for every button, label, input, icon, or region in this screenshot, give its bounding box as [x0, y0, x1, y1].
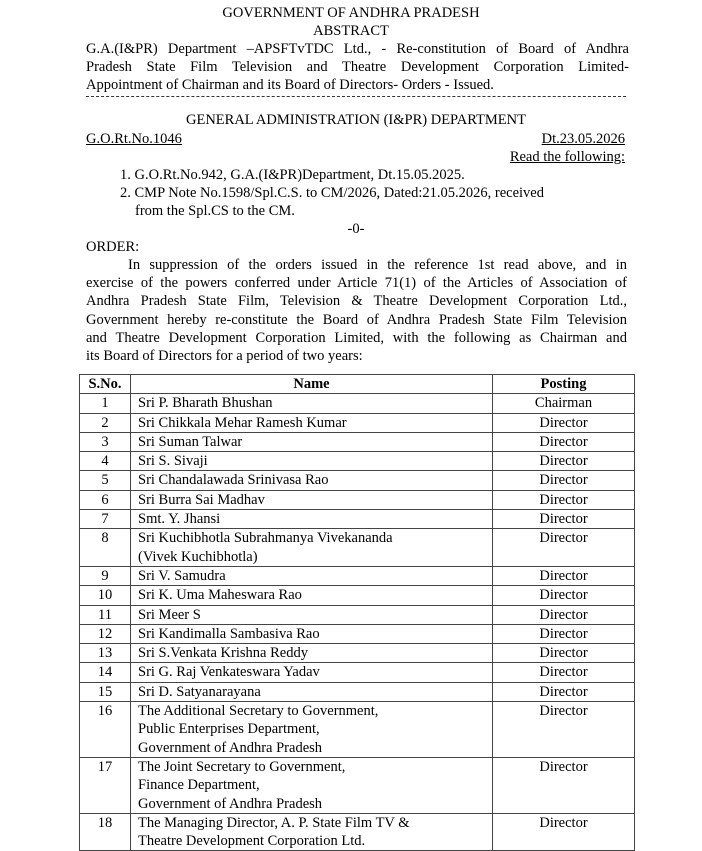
order-line: In suppression of the orders issued in the reference 1st read above, and in [128, 257, 627, 273]
table-row [80, 624, 635, 643]
table-row [80, 813, 635, 851]
reference-2 [120, 184, 590, 220]
read-following: Read the following: [509, 149, 625, 165]
header-name: Name [131, 375, 493, 394]
table-row [80, 586, 635, 605]
cell-sno: 16 [80, 702, 131, 758]
cell-name: The Managing Director, A. P. State Film TV & Theatre Development Corporation Ltd. [131, 813, 493, 851]
cell-name: The Joint Secretary to Government, Finance Department, Government of Andhra Pradesh [131, 757, 493, 813]
cell-posting: Director [493, 757, 635, 813]
cell-sno: 12 [80, 624, 131, 643]
cell-name: Sri Kandimalla Sambasiva Rao [131, 624, 493, 643]
dashed-divider [86, 96, 626, 105]
cell-posting: Director [493, 644, 635, 663]
government-heading: GOVERNMENT OF ANDHRA PRADESH [222, 5, 480, 21]
table-row [80, 529, 635, 567]
table-row [80, 644, 635, 663]
cell-sno: 8 [80, 529, 131, 567]
cell-sno: 17 [80, 757, 131, 813]
cell-sno: 2 [80, 413, 131, 432]
cell-name: Sri Chandalawada Srinivasa Rao [131, 471, 493, 490]
cell-posting: Director [493, 471, 635, 490]
cell-posting: Director [493, 702, 635, 758]
subject-line: G.A.(I&PR) Department –APSFTvTDC Ltd., - Re-constitution of Board of Andhra [86, 41, 629, 57]
table-row [80, 394, 635, 413]
go-number: G.O.Rt.No.1046 [86, 131, 182, 147]
reference-1: 1. G.O.Rt.No.942, G.A.(I&PR)Department, Dt.15.05.2025. [120, 167, 465, 183]
order-heading: ORDER: [86, 239, 140, 255]
cell-posting: Director [493, 586, 635, 605]
go-date: Dt.23.05.2026 [541, 131, 625, 147]
cell-sno: 5 [80, 471, 131, 490]
table-header-row [80, 375, 635, 394]
cell-name: Sri D. Satyanarayana [131, 682, 493, 701]
reference-2-continuation: from the Spl.CS to the CM. [135, 203, 295, 219]
cell-name: Sri P. Bharath Bhushan [131, 394, 493, 413]
cell-sno: 13 [80, 644, 131, 663]
table-row [80, 413, 635, 432]
table-row [80, 471, 635, 490]
cell-posting: Director [493, 624, 635, 643]
cell-sno: 1 [80, 394, 131, 413]
order-paragraph [86, 256, 627, 365]
cell-posting: Director [493, 452, 635, 471]
section-separator: -0- [347, 221, 365, 237]
table-row [80, 702, 635, 758]
cell-name: Sri K. Uma Maheswara Rao [131, 586, 493, 605]
cell-sno: 7 [80, 510, 131, 529]
cell-name: Sri Chikkala Mehar Ramesh Kumar [131, 413, 493, 432]
abstract-heading: ABSTRACT [313, 23, 389, 39]
cell-posting: Director [493, 813, 635, 851]
order-line: Government hereby re-constitute the Board of Andhra Pradesh State Film Television [86, 311, 627, 328]
board-table [79, 374, 635, 851]
cell-posting: Director [493, 432, 635, 451]
order-line: exercise of the powers conferred under Article 71(1) of the Articles of Association of [86, 275, 627, 292]
cell-sno: 9 [80, 566, 131, 585]
cell-sno: 18 [80, 813, 131, 851]
cell-name: Sri V. Samudra [131, 566, 493, 585]
cell-name: Smt. Y. Jhansi [131, 510, 493, 529]
cell-sno: 11 [80, 605, 131, 624]
subject-block [86, 40, 629, 94]
cell-name: Sri Kuchibhotla Subrahmanya Vivekananda (Vivek Kuchibhotla) [131, 529, 493, 567]
table-row [80, 682, 635, 701]
table-row [80, 510, 635, 529]
cell-posting: Director [493, 413, 635, 432]
order-line: Andhra Pradesh State Film, Television & Theatre Development Corporation Ltd., [86, 293, 627, 310]
cell-name: Sri Meer S [131, 605, 493, 624]
reference-2-line: 2. CMP Note No.1598/Spl.C.S. to CM/2026, Dated:21.05.2026, received [120, 185, 544, 201]
cell-posting: Chairman [493, 394, 635, 413]
cell-posting: Director [493, 490, 635, 509]
table-row [80, 566, 635, 585]
cell-name: Sri S.Venkata Krishna Reddy [131, 644, 493, 663]
table-row [80, 663, 635, 682]
table-row [80, 757, 635, 813]
cell-sno: 10 [80, 586, 131, 605]
table-row [80, 452, 635, 471]
cell-name: Sri G. Raj Venkateswara Yadav [131, 663, 493, 682]
cell-posting: Director [493, 510, 635, 529]
cell-name: Sri S. Sivaji [131, 452, 493, 471]
department-heading: GENERAL ADMINISTRATION (I&PR) DEPARTMENT [185, 112, 526, 128]
cell-posting: Director [493, 682, 635, 701]
cell-name: Sri Suman Talwar [131, 432, 493, 451]
cell-sno: 6 [80, 490, 131, 509]
cell-posting: Director [493, 566, 635, 585]
cell-posting: Director [493, 663, 635, 682]
header-posting: Posting [493, 375, 635, 394]
cell-name: The Additional Secretary to Government, Public Enterprises Department, Government of Andhra Pradesh [131, 702, 493, 758]
cell-sno: 14 [80, 663, 131, 682]
cell-posting: Director [493, 529, 635, 567]
subject-line: Appointment of Chairman and its Board of Directors- Orders - Issued. [86, 77, 494, 93]
cell-posting: Director [493, 605, 635, 624]
table-row [80, 432, 635, 451]
header-sno: S.No. [80, 375, 131, 394]
order-line: its Board of Directors for a period of two years: [86, 348, 363, 365]
table-row [80, 605, 635, 624]
subject-line: Pradesh State Film Television and Theatre Development Corporation Limited- [86, 59, 629, 75]
cell-name: Sri Burra Sai Madhav [131, 490, 493, 509]
table-row [80, 490, 635, 509]
cell-sno: 4 [80, 452, 131, 471]
cell-sno: 15 [80, 682, 131, 701]
cell-sno: 3 [80, 432, 131, 451]
order-line: and Theatre Development Corporation Limited, with the following as Chairman and [86, 329, 627, 346]
